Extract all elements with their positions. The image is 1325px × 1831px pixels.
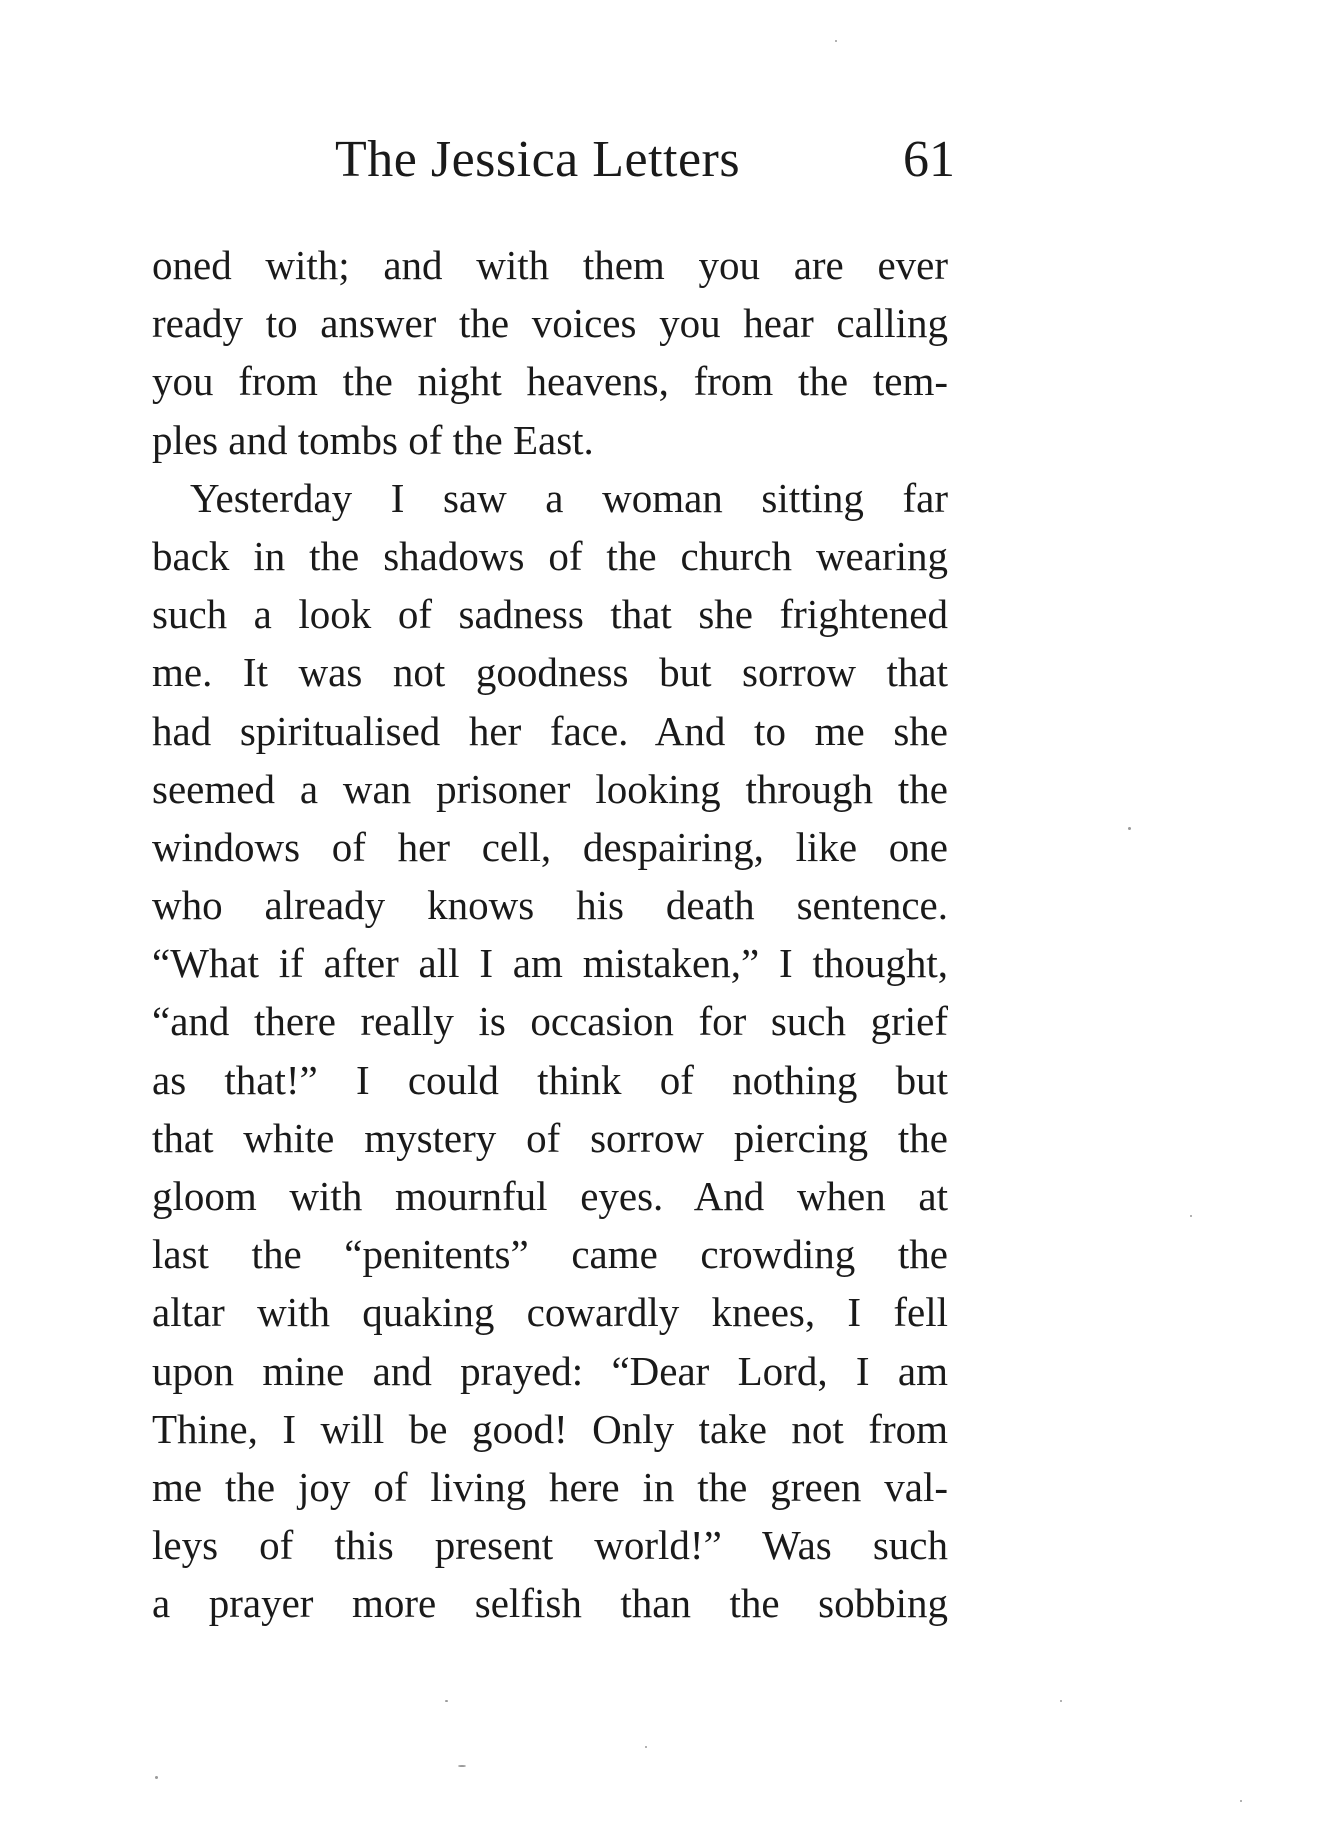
body-text xyxy=(152,236,948,1633)
text-line: seemed a wan prisoner looking through the xyxy=(152,765,948,812)
text-line: as that!” I could think of nothing but xyxy=(152,1056,948,1103)
scan-speck xyxy=(1240,1800,1242,1802)
text-line: you from the night heavens, from the tem- xyxy=(152,358,948,405)
text-line: Thine, I will be good! Only take not from xyxy=(152,1405,948,1452)
scan-speck xyxy=(1060,1700,1062,1702)
text-line: “and there really is occasion for such grief xyxy=(152,998,948,1045)
scan-speck xyxy=(458,1765,466,1767)
paragraph-start-line: Yesterday I saw a woman sitting far xyxy=(190,474,948,521)
text-line: me the joy of living here in the green val- xyxy=(152,1463,948,1510)
text-line: leys of this present world!” Was such xyxy=(152,1522,948,1569)
text-line: altar with quaking cowardly knees, I fell xyxy=(152,1289,948,1336)
text-line: who already knows his death sentence. xyxy=(152,882,948,929)
text-line: had spiritualised her face. And to me she xyxy=(152,707,948,754)
text-line: that white mystery of sorrow piercing the xyxy=(152,1114,948,1161)
running-title: The Jessica Letters xyxy=(335,131,741,188)
text-line: me. It was not goodness but sorrow that xyxy=(152,649,948,696)
page-number: 61 xyxy=(903,131,955,188)
running-header xyxy=(335,130,955,190)
text-line: ready to answer the voices you hear calling xyxy=(152,300,948,347)
text-line: “What if after all I am mistaken,” I thought, xyxy=(152,940,948,987)
scan-speck xyxy=(445,1700,448,1702)
scan-speck xyxy=(645,1746,647,1748)
text-line: last the “penitents” came crowding the xyxy=(152,1231,948,1278)
text-line: such a look of sadness that she frightened xyxy=(152,591,948,638)
text-line: upon mine and prayed: “Dear Lord, I am xyxy=(152,1347,948,1394)
scan-speck xyxy=(1128,827,1131,830)
text-line: back in the shadows of the church wearing xyxy=(152,532,948,579)
text-line: oned with; and with them you are ever xyxy=(152,242,948,288)
scan-speck xyxy=(1190,1215,1192,1217)
scan-speck xyxy=(835,40,837,42)
scan-speck xyxy=(155,1776,158,1779)
text-line: a prayer more selfish than the sobbing xyxy=(152,1580,948,1627)
text-line: gloom with mournful eyes. And when at xyxy=(152,1173,948,1219)
text-line: ples and tombs of the East. xyxy=(152,416,594,463)
text-line: windows of her cell, despairing, like one xyxy=(152,823,948,870)
